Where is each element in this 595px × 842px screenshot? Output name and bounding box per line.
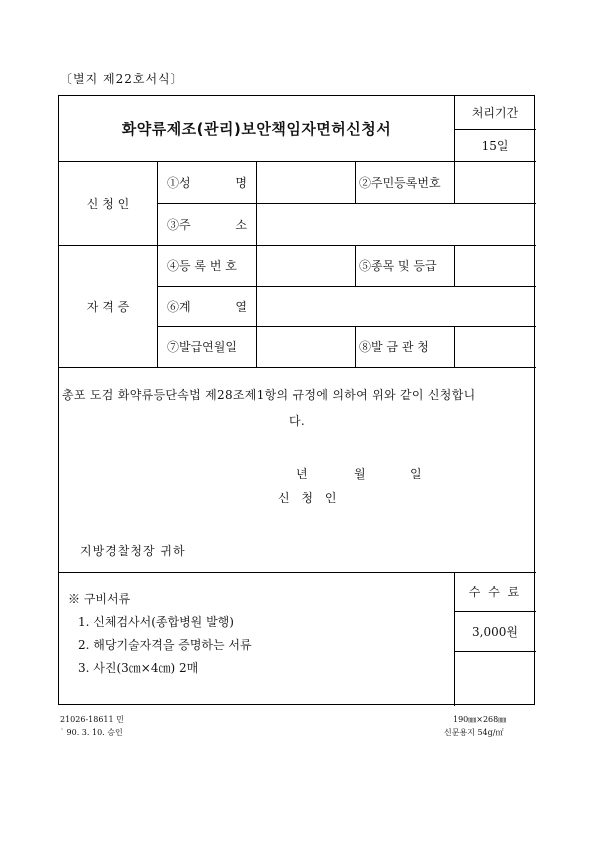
document-item: 2. 해당기술자격을 증명하는 서류 [78, 638, 252, 652]
issue-date-label: ⑦발급연월일 [167, 340, 237, 354]
applicant-section-label: 신 청 인 [86, 196, 130, 211]
fee-label: 수 수 료 [468, 585, 522, 599]
name-label [167, 161, 247, 203]
addressee: 지방경찰청장 귀하 [80, 544, 186, 558]
name-label-part: ①성 [167, 175, 191, 190]
processing-period-label: 처리기간 [471, 106, 519, 120]
series-field[interactable] [257, 286, 535, 326]
divider [355, 161, 356, 203]
divider [355, 326, 356, 367]
processing-period-value: 15일 [481, 138, 509, 153]
date-month: 월 [354, 467, 366, 481]
footer-approval: ˙ 90. 3. 10. 승인 [60, 728, 123, 737]
date-year: 년 [296, 467, 308, 481]
footer-paper: 신문용지 54g/㎡ [444, 728, 504, 737]
form-title: 화약류제조(관리)보안책임자면허신청서 [121, 120, 392, 138]
divider [454, 651, 536, 652]
date-day: 일 [410, 467, 422, 481]
address-label-part: 소 [235, 217, 247, 232]
rrn-label: ②주민등록번호 [359, 175, 441, 190]
required-documents [68, 588, 252, 680]
rrn-field[interactable] [455, 161, 535, 203]
license-section-label: 자 격 증 [86, 299, 130, 314]
issuing-authority-label: ⑧발 금 관 청 [359, 340, 429, 354]
series-label-part: ⑥계 [167, 299, 191, 314]
series-label [167, 286, 247, 326]
documents-heading: ※ 구비서류 [68, 592, 131, 606]
type-grade-label: ⑤종목 및 등급 [359, 259, 437, 273]
address-field[interactable] [257, 203, 535, 245]
fee-value: 3,000원 [472, 624, 518, 639]
divider [59, 367, 536, 368]
series-label-part: 열 [235, 299, 247, 314]
type-grade-field[interactable] [455, 245, 535, 286]
issuing-authority-field[interactable] [455, 326, 535, 367]
name-label-part: 명 [235, 175, 247, 190]
divider [355, 245, 356, 286]
footer-code: 21026-18611 민 [60, 715, 124, 724]
application-statement [62, 382, 532, 434]
document-item: 3. 사진(3㎝×4㎝) 2매 [78, 661, 199, 675]
registration-number-field[interactable] [257, 245, 354, 286]
document-item: 1. 신체검사서(종합병원 발행) [78, 615, 234, 629]
divider [157, 161, 158, 367]
address-label-part: ③주 [167, 217, 191, 232]
statement-line: 다. [288, 414, 305, 428]
footer-size: 190㎜×268㎜ [453, 715, 507, 724]
registration-number-label: ④등 록 번 호 [167, 259, 237, 273]
name-field[interactable] [257, 161, 354, 203]
issue-date-field[interactable] [257, 326, 354, 367]
address-label [167, 203, 247, 245]
statement-line: 총포 도검 화약류등단속법 제28조제1항의 규정에 의하여 위와 같이 신청합니 [62, 388, 476, 402]
form-number-label: 〔별지 제22호서식〕 [60, 72, 184, 86]
signer-label: 신 청 인 [278, 491, 341, 505]
